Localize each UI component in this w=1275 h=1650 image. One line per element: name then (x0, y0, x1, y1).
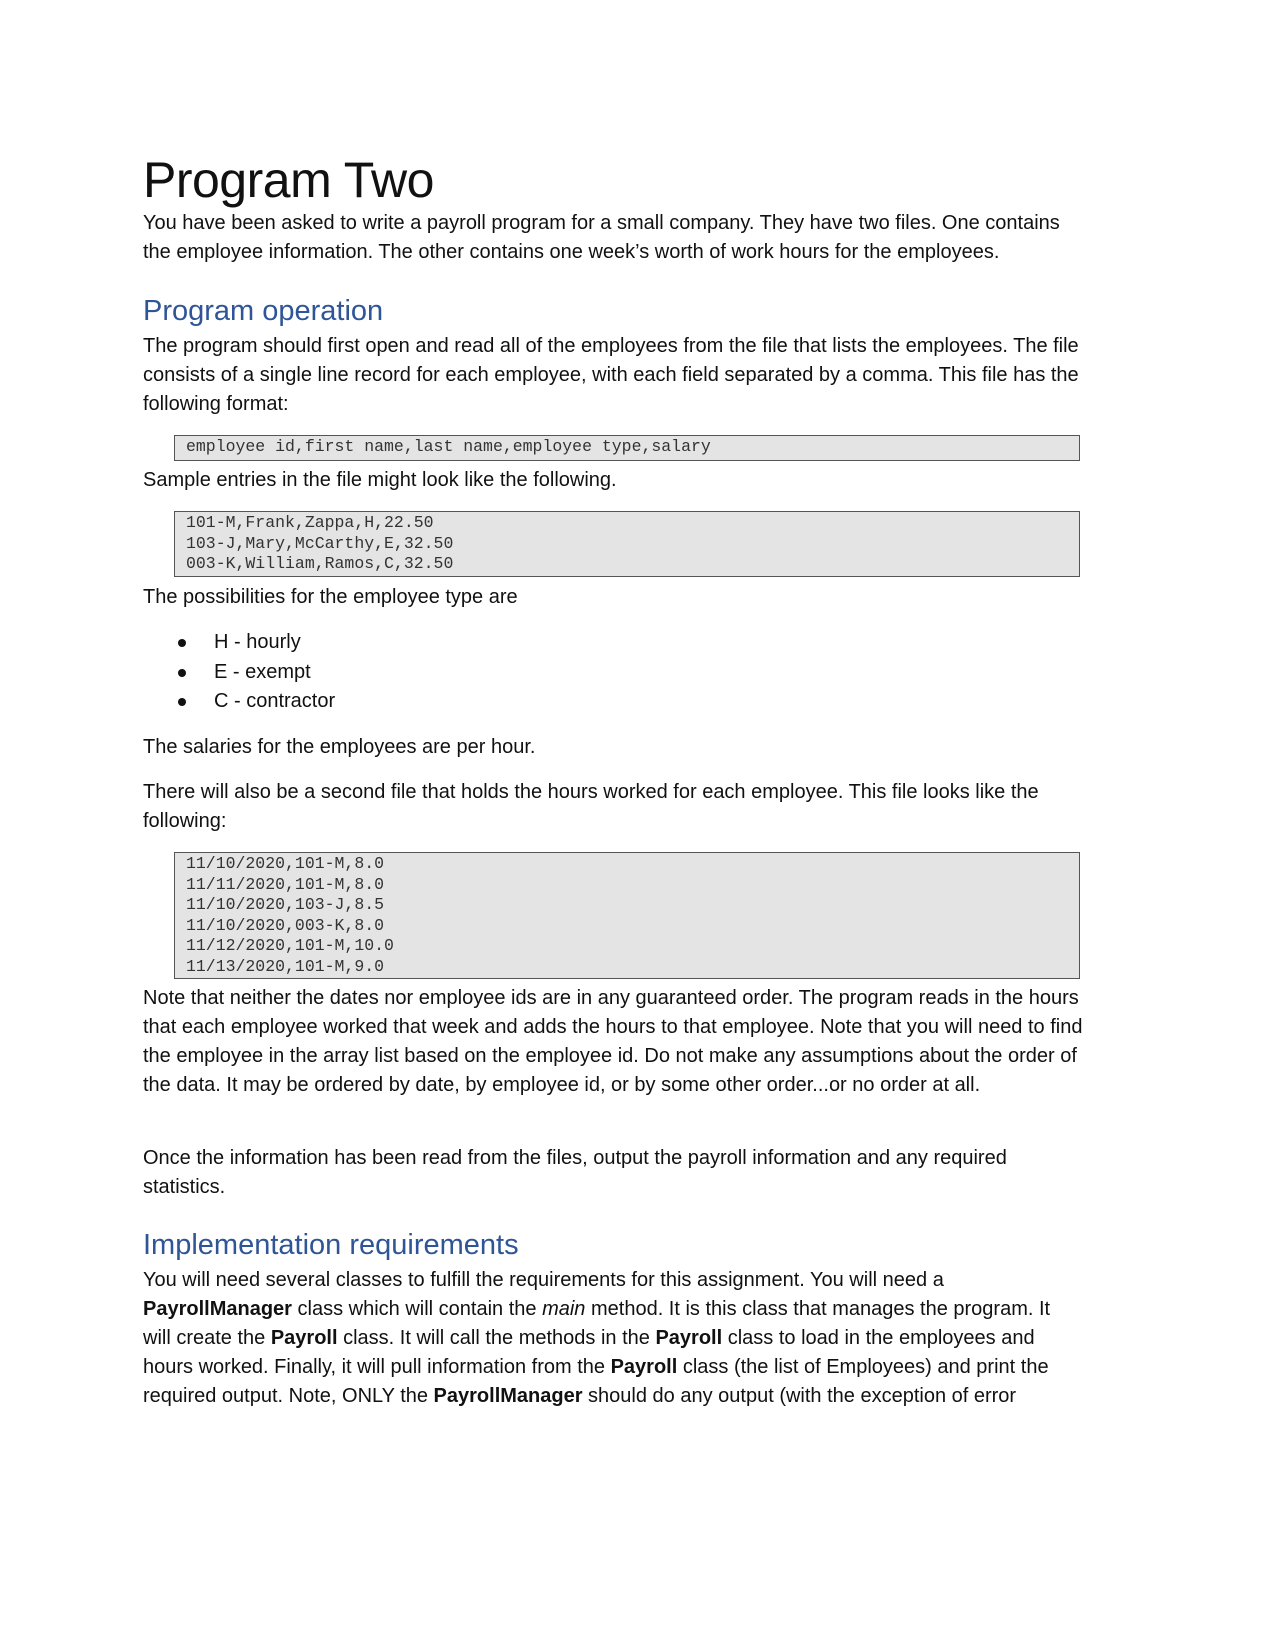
code-line: 003-K,William,Ramos,C,32.50 (186, 554, 454, 573)
implementation-paragraph: You will need several classes to fulfill the requirements for this assignment. You will need a PayrollManager class which will contain the main method. It is this class that manages the program. It will create the Payroll class. It will call the methods in the Payroll class to load in the employees and hours worked. Finally, it will pull information from the Payroll class (the list of Employees) and print the required output. Note, ONLY the PayrollManager should do any output (with the exception of error (143, 1269, 1051, 1407)
output-paragraph: Once the information has been read from the files, output the payroll information and any required statistics. (143, 1147, 1007, 1198)
class-name-payroll: Payroll (270, 1327, 338, 1349)
code-line: 11/13/2020,101-M,9.0 (186, 956, 385, 976)
class-name-payroll: Payroll (655, 1327, 723, 1349)
bullet-icon (178, 698, 186, 706)
class-name-payrollmanager: PayrollManager (433, 1385, 583, 1407)
sample-intro-paragraph: Sample entries in the file might look like the following. (143, 469, 617, 491)
code-line: 103-J,Mary,McCarthy,E,32.50 (186, 533, 454, 553)
code-line: 11/11/2020,101-M,8.0 (186, 874, 385, 894)
code-line: 11/12/2020,101-M,10.0 (186, 936, 394, 955)
code-line: 11/10/2020,101-M,8.0 (186, 854, 385, 873)
code-line: 11/10/2020,003-K,8.0 (186, 915, 385, 935)
heading-implementation-requirements: Implementation requirements (143, 1229, 519, 1261)
hours-code-block (174, 852, 1080, 979)
class-name-payroll: Payroll (610, 1356, 678, 1378)
code-line: 11/10/2020,103-J,8.5 (186, 895, 385, 914)
intro-paragraph: You have been asked to write a payroll program for a small company. They have two files. One contains the employee information. The other contains one week’s worth of work hours for the employees. (143, 212, 1060, 263)
code-line: employee id,first name,last name,employee type,salary (186, 437, 711, 456)
list-item: H - hourly (143, 628, 335, 658)
bullet-icon (178, 639, 186, 647)
document-title: Program Two (143, 152, 434, 208)
bullet-icon (178, 669, 186, 677)
sample-code-block (174, 511, 1080, 577)
method-name-main: main (542, 1298, 586, 1320)
employee-type-paragraph: The possibilities for the employee type are (143, 586, 518, 608)
order-note-paragraph: Note that neither the dates nor employee ids are in any guaranteed order. The program reads in the hours that each employee worked that week and adds the hours to that employee. Note that you will need to find the employee in the array list based on the employee id. Do not make any assumptions about the order of the data. It may be ordered by date, by employee id, or by some other order...or no order at all. (143, 987, 1083, 1096)
list-item: C - contractor (143, 687, 335, 717)
salary-paragraph: The salaries for the employees are per hour. (143, 736, 536, 758)
employee-type-list (143, 628, 335, 717)
heading-program-operation: Program operation (143, 295, 384, 327)
hours-file-paragraph: There will also be a second file that holds the hours worked for each employee. This file looks like the following: (143, 781, 1039, 832)
code-line: 101-M,Frank,Zappa,H,22.50 (186, 513, 434, 532)
format-code-block (174, 435, 1080, 461)
operation-paragraph: The program should first open and read all of the employees from the file that lists the employees. The file consists of a single line record for each employee, with each field separated by a comma. This file has the following format: (143, 335, 1079, 415)
class-name-payrollmanager: PayrollManager (143, 1298, 292, 1320)
list-item: E - exempt (143, 658, 335, 688)
